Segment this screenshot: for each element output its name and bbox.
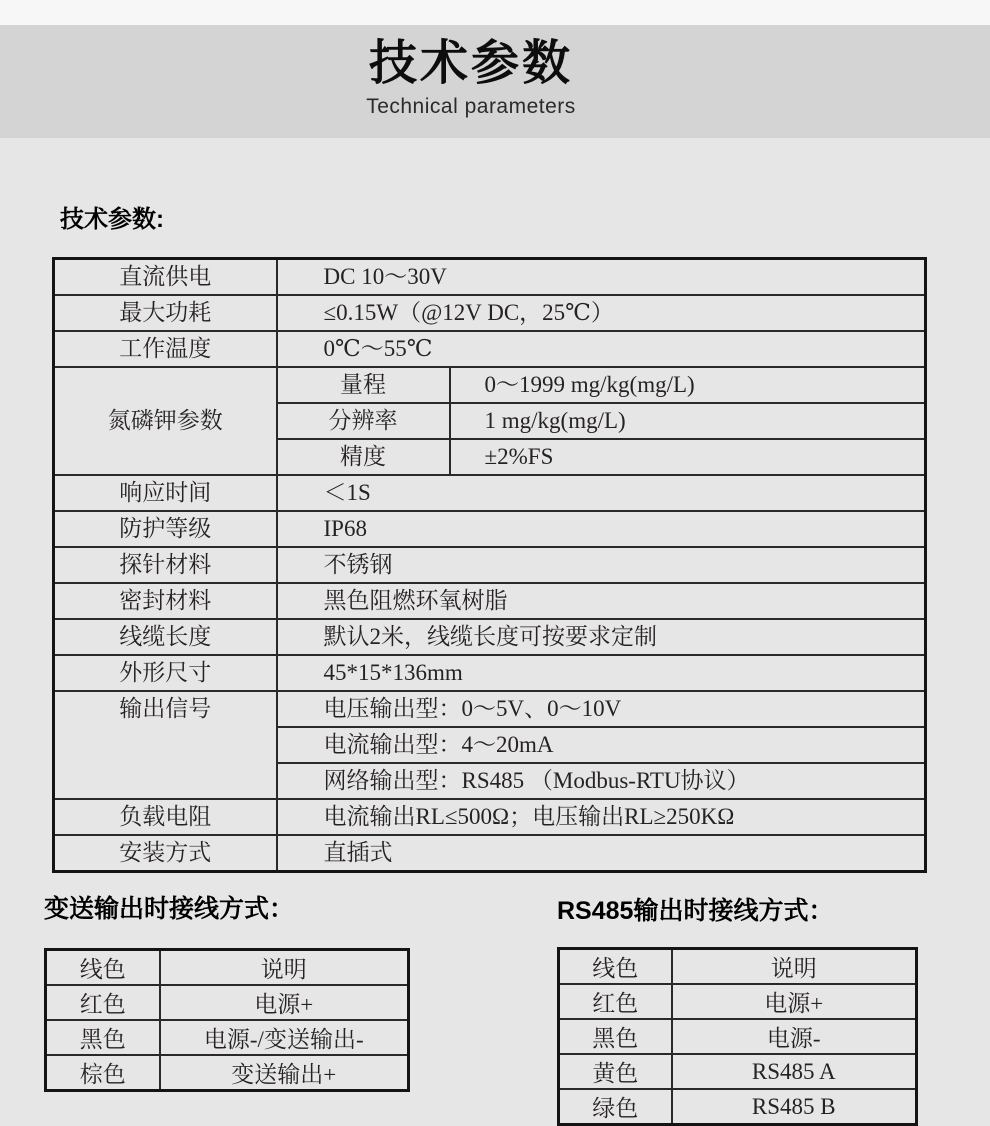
- wire-color: 红色: [559, 984, 672, 1019]
- column-header-color: 线色: [559, 949, 672, 985]
- table-row: [54, 295, 926, 331]
- spec-label: 探针材料: [54, 547, 277, 583]
- wire-color: 棕色: [46, 1055, 160, 1091]
- spec-label: 负载电阻: [54, 799, 277, 835]
- spec-value: 直插式: [277, 835, 926, 872]
- table-row: [46, 1020, 409, 1055]
- spec-subvalue: 0～1999 mg/kg(mg/L): [450, 367, 926, 403]
- spec-value: DC 10～30V: [277, 259, 926, 296]
- spec-value: 网络输出型：RS485 （Modbus-RTU协议）: [277, 763, 926, 799]
- transmit-wiring-heading: 变送输出时接线方式：: [44, 895, 295, 923]
- table-row: [559, 1019, 917, 1054]
- spec-table: [52, 257, 927, 873]
- spec-label: 最大功耗: [54, 295, 277, 331]
- spec-label: 密封材料: [54, 583, 277, 619]
- table-row: [46, 985, 409, 1020]
- spec-value: 电流输出型：4～20mA: [277, 727, 926, 763]
- wire-description: 变送输出+: [160, 1055, 409, 1091]
- spec-value: IP68: [277, 511, 926, 547]
- spec-value: 45*15*136mm: [277, 655, 926, 691]
- table-row: [559, 1054, 917, 1089]
- table-row: [54, 583, 926, 619]
- header-banner: [0, 25, 990, 138]
- table-row: [46, 1055, 409, 1091]
- spec-subparam: 分辨率: [277, 403, 450, 439]
- wire-color: 黑色: [46, 1020, 160, 1055]
- wire-color: 绿色: [559, 1089, 672, 1125]
- column-header-description: 说明: [672, 949, 917, 985]
- table-row: [54, 799, 926, 835]
- spec-label: 工作温度: [54, 331, 277, 367]
- rs485-wiring-table: [557, 947, 918, 1126]
- rs485-wiring-heading: RS485输出时接线方式：: [557, 897, 834, 925]
- spec-subvalue: 1 mg/kg(mg/L): [450, 403, 926, 439]
- spec-label: 响应时间: [54, 475, 277, 511]
- spec-value: 不锈钢: [277, 547, 926, 583]
- spec-label: 外形尺寸: [54, 655, 277, 691]
- spec-value: ≤0.15W（@12V DC，25℃）: [277, 295, 926, 331]
- spec-subparam: 精度: [277, 439, 450, 475]
- table-row: [559, 984, 917, 1019]
- spec-value: 0℃～55℃: [277, 331, 926, 367]
- wire-color: 红色: [46, 985, 160, 1020]
- table-row: [54, 331, 926, 367]
- table-row: [54, 511, 926, 547]
- spec-value: ＜1S: [277, 475, 926, 511]
- table-row: [54, 691, 926, 727]
- spec-value: 黑色阻燃环氧树脂: [277, 583, 926, 619]
- spec-label: 安装方式: [54, 835, 277, 872]
- spec-value: 默认2米，线缆长度可按要求定制: [277, 619, 926, 655]
- wire-description: 电源-: [672, 1019, 917, 1054]
- table-row: [54, 367, 926, 403]
- table-row: [54, 835, 926, 872]
- column-header-description: 说明: [160, 950, 409, 986]
- spec-label: 直流供电: [54, 259, 277, 296]
- wire-color: 黑色: [559, 1019, 672, 1054]
- table-row: [54, 619, 926, 655]
- spec-value: 电流输出RL≤500Ω；电压输出RL≥250KΩ: [277, 799, 926, 835]
- spec-value: 电压输出型：0～5V、0～10V: [277, 691, 926, 727]
- page-title: 技术参数: [368, 37, 573, 90]
- section-heading: 技术参数:: [60, 206, 164, 233]
- wire-description: RS485 B: [672, 1089, 917, 1125]
- wire-description: RS485 A: [672, 1054, 917, 1089]
- table-row: [54, 547, 926, 583]
- spec-subparam: 量程: [277, 367, 450, 403]
- wire-description: 电源-/变送输出-: [160, 1020, 409, 1055]
- spec-label: 防护等级: [54, 511, 277, 547]
- column-header-color: 线色: [46, 950, 160, 986]
- page-subtitle: Technical parameters: [366, 95, 576, 118]
- top-strip: [0, 0, 990, 25]
- wire-color: 黄色: [559, 1054, 672, 1089]
- spec-label: 线缆长度: [54, 619, 277, 655]
- spec-label-output: 输出信号: [54, 691, 277, 799]
- transmit-wiring-table: [44, 948, 410, 1092]
- table-row: [54, 475, 926, 511]
- table-row: [54, 259, 926, 296]
- spec-subvalue: ±2%FS: [450, 439, 926, 475]
- table-row: [559, 1089, 917, 1125]
- wire-description: 电源+: [160, 985, 409, 1020]
- spec-label-npk: 氮磷钾参数: [54, 367, 277, 475]
- table-header-row: [559, 949, 917, 985]
- table-row: [54, 655, 926, 691]
- table-header-row: [46, 950, 409, 986]
- wire-description: 电源+: [672, 984, 917, 1019]
